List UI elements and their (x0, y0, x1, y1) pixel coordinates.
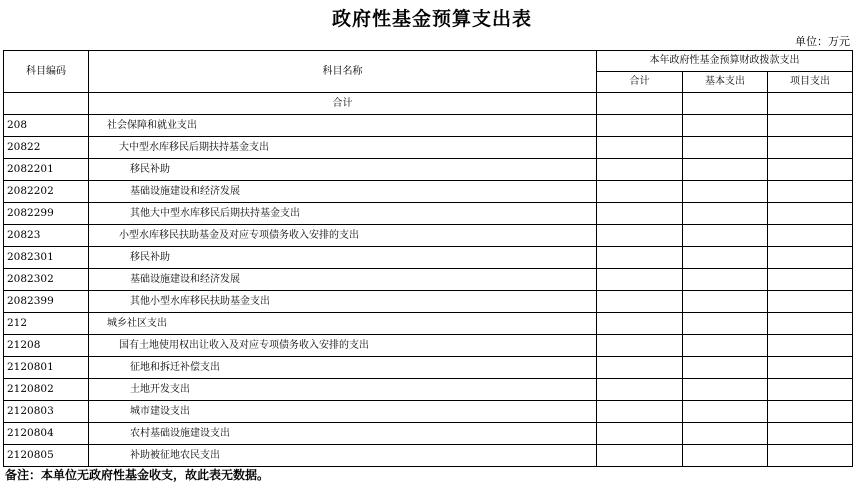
row-basic (683, 203, 768, 225)
total-code-cell (4, 93, 89, 115)
total-basic-cell (683, 93, 768, 115)
row-name: 城市建设支出 (89, 401, 597, 423)
row-code: 2082302 (4, 269, 89, 291)
row-name: 小型水库移民扶助基金及对应专项债务收入安排的支出 (89, 225, 597, 247)
header-project: 项目支出 (768, 72, 853, 93)
total-label: 合计 (89, 93, 597, 115)
page-title: 政府性基金预算支出表 (331, 8, 532, 30)
row-project (768, 313, 853, 335)
row-total (597, 137, 683, 159)
row-basic (683, 313, 768, 335)
row-basic (683, 137, 768, 159)
table-row (4, 401, 853, 423)
table-body (4, 51, 853, 467)
footnote: 备注：本单位无政府性基金收支，故此表无数据。 (5, 468, 270, 482)
row-name: 大中型水库移民后期扶持基金支出 (89, 137, 597, 159)
table-row (4, 181, 853, 203)
table-row (4, 137, 853, 159)
row-total (597, 269, 683, 291)
row-name: 农村基础设施建设支出 (89, 423, 597, 445)
header-row-1 (4, 51, 853, 72)
row-project (768, 203, 853, 225)
table-row (4, 357, 853, 379)
row-name: 社会保障和就业支出 (89, 115, 597, 137)
row-project (768, 225, 853, 247)
row-total (597, 357, 683, 379)
table-row (4, 269, 853, 291)
row-basic (683, 335, 768, 357)
unit-label: 单位：万元 (795, 35, 850, 48)
row-code: 212 (4, 313, 89, 335)
header-code: 科目编码 (4, 51, 89, 93)
row-total (597, 291, 683, 313)
row-name: 其他小型水库移民扶助基金支出 (89, 291, 597, 313)
row-name: 移民补助 (89, 159, 597, 181)
row-total (597, 379, 683, 401)
row-project (768, 357, 853, 379)
header-total: 合计 (597, 72, 683, 93)
table-row (4, 335, 853, 357)
row-code: 2120805 (4, 445, 89, 467)
row-name: 移民补助 (89, 247, 597, 269)
row-project (768, 159, 853, 181)
row-code: 208 (4, 115, 89, 137)
row-code: 2120802 (4, 379, 89, 401)
row-basic (683, 181, 768, 203)
row-total (597, 401, 683, 423)
row-total (597, 445, 683, 467)
row-basic (683, 401, 768, 423)
total-value-cell (597, 93, 683, 115)
row-total (597, 159, 683, 181)
row-total (597, 115, 683, 137)
row-project (768, 423, 853, 445)
row-code: 2120801 (4, 357, 89, 379)
row-name: 基础设施建设和经济发展 (89, 269, 597, 291)
row-name: 其他大中型水库移民后期扶持基金支出 (89, 203, 597, 225)
table-row (4, 159, 853, 181)
row-name: 土地开发支出 (89, 379, 597, 401)
table-row (4, 203, 853, 225)
expenditure-table (3, 50, 853, 467)
row-basic (683, 115, 768, 137)
row-total (597, 203, 683, 225)
table-row (4, 291, 853, 313)
header-name: 科目名称 (89, 51, 597, 93)
row-code: 20822 (4, 137, 89, 159)
row-code: 20823 (4, 225, 89, 247)
table-row (4, 445, 853, 467)
row-basic (683, 291, 768, 313)
row-project (768, 181, 853, 203)
row-basic (683, 159, 768, 181)
row-name: 国有土地使用权出让收入及对应专项债务收入安排的支出 (89, 335, 597, 357)
row-project (768, 137, 853, 159)
row-project (768, 115, 853, 137)
row-code: 2120804 (4, 423, 89, 445)
row-total (597, 181, 683, 203)
header-group: 本年政府性基金预算财政拨款支出 (597, 51, 853, 72)
row-project (768, 269, 853, 291)
total-project-cell (768, 93, 853, 115)
row-project (768, 335, 853, 357)
row-code: 2120803 (4, 401, 89, 423)
table-row (4, 423, 853, 445)
row-basic (683, 269, 768, 291)
row-basic (683, 247, 768, 269)
row-basic (683, 225, 768, 247)
row-total (597, 225, 683, 247)
row-name: 城乡社区支出 (89, 313, 597, 335)
row-name: 征地和拆迁补偿支出 (89, 357, 597, 379)
row-project (768, 401, 853, 423)
row-project (768, 291, 853, 313)
row-code: 2082201 (4, 159, 89, 181)
table-row (4, 313, 853, 335)
row-basic (683, 379, 768, 401)
row-project (768, 445, 853, 467)
total-row (4, 93, 853, 115)
row-project (768, 379, 853, 401)
row-total (597, 335, 683, 357)
table-row (4, 225, 853, 247)
table-row (4, 379, 853, 401)
row-name: 补助被征地农民支出 (89, 445, 597, 467)
row-code: 2082202 (4, 181, 89, 203)
row-total (597, 313, 683, 335)
row-total (597, 423, 683, 445)
row-basic (683, 423, 768, 445)
row-project (768, 247, 853, 269)
row-code: 2082399 (4, 291, 89, 313)
row-code: 2082299 (4, 203, 89, 225)
row-code: 21208 (4, 335, 89, 357)
table-row (4, 247, 853, 269)
header-basic: 基本支出 (683, 72, 768, 93)
row-basic (683, 357, 768, 379)
row-name: 基础设施建设和经济发展 (89, 181, 597, 203)
row-code: 2082301 (4, 247, 89, 269)
row-total (597, 247, 683, 269)
row-basic (683, 445, 768, 467)
table-row (4, 115, 853, 137)
